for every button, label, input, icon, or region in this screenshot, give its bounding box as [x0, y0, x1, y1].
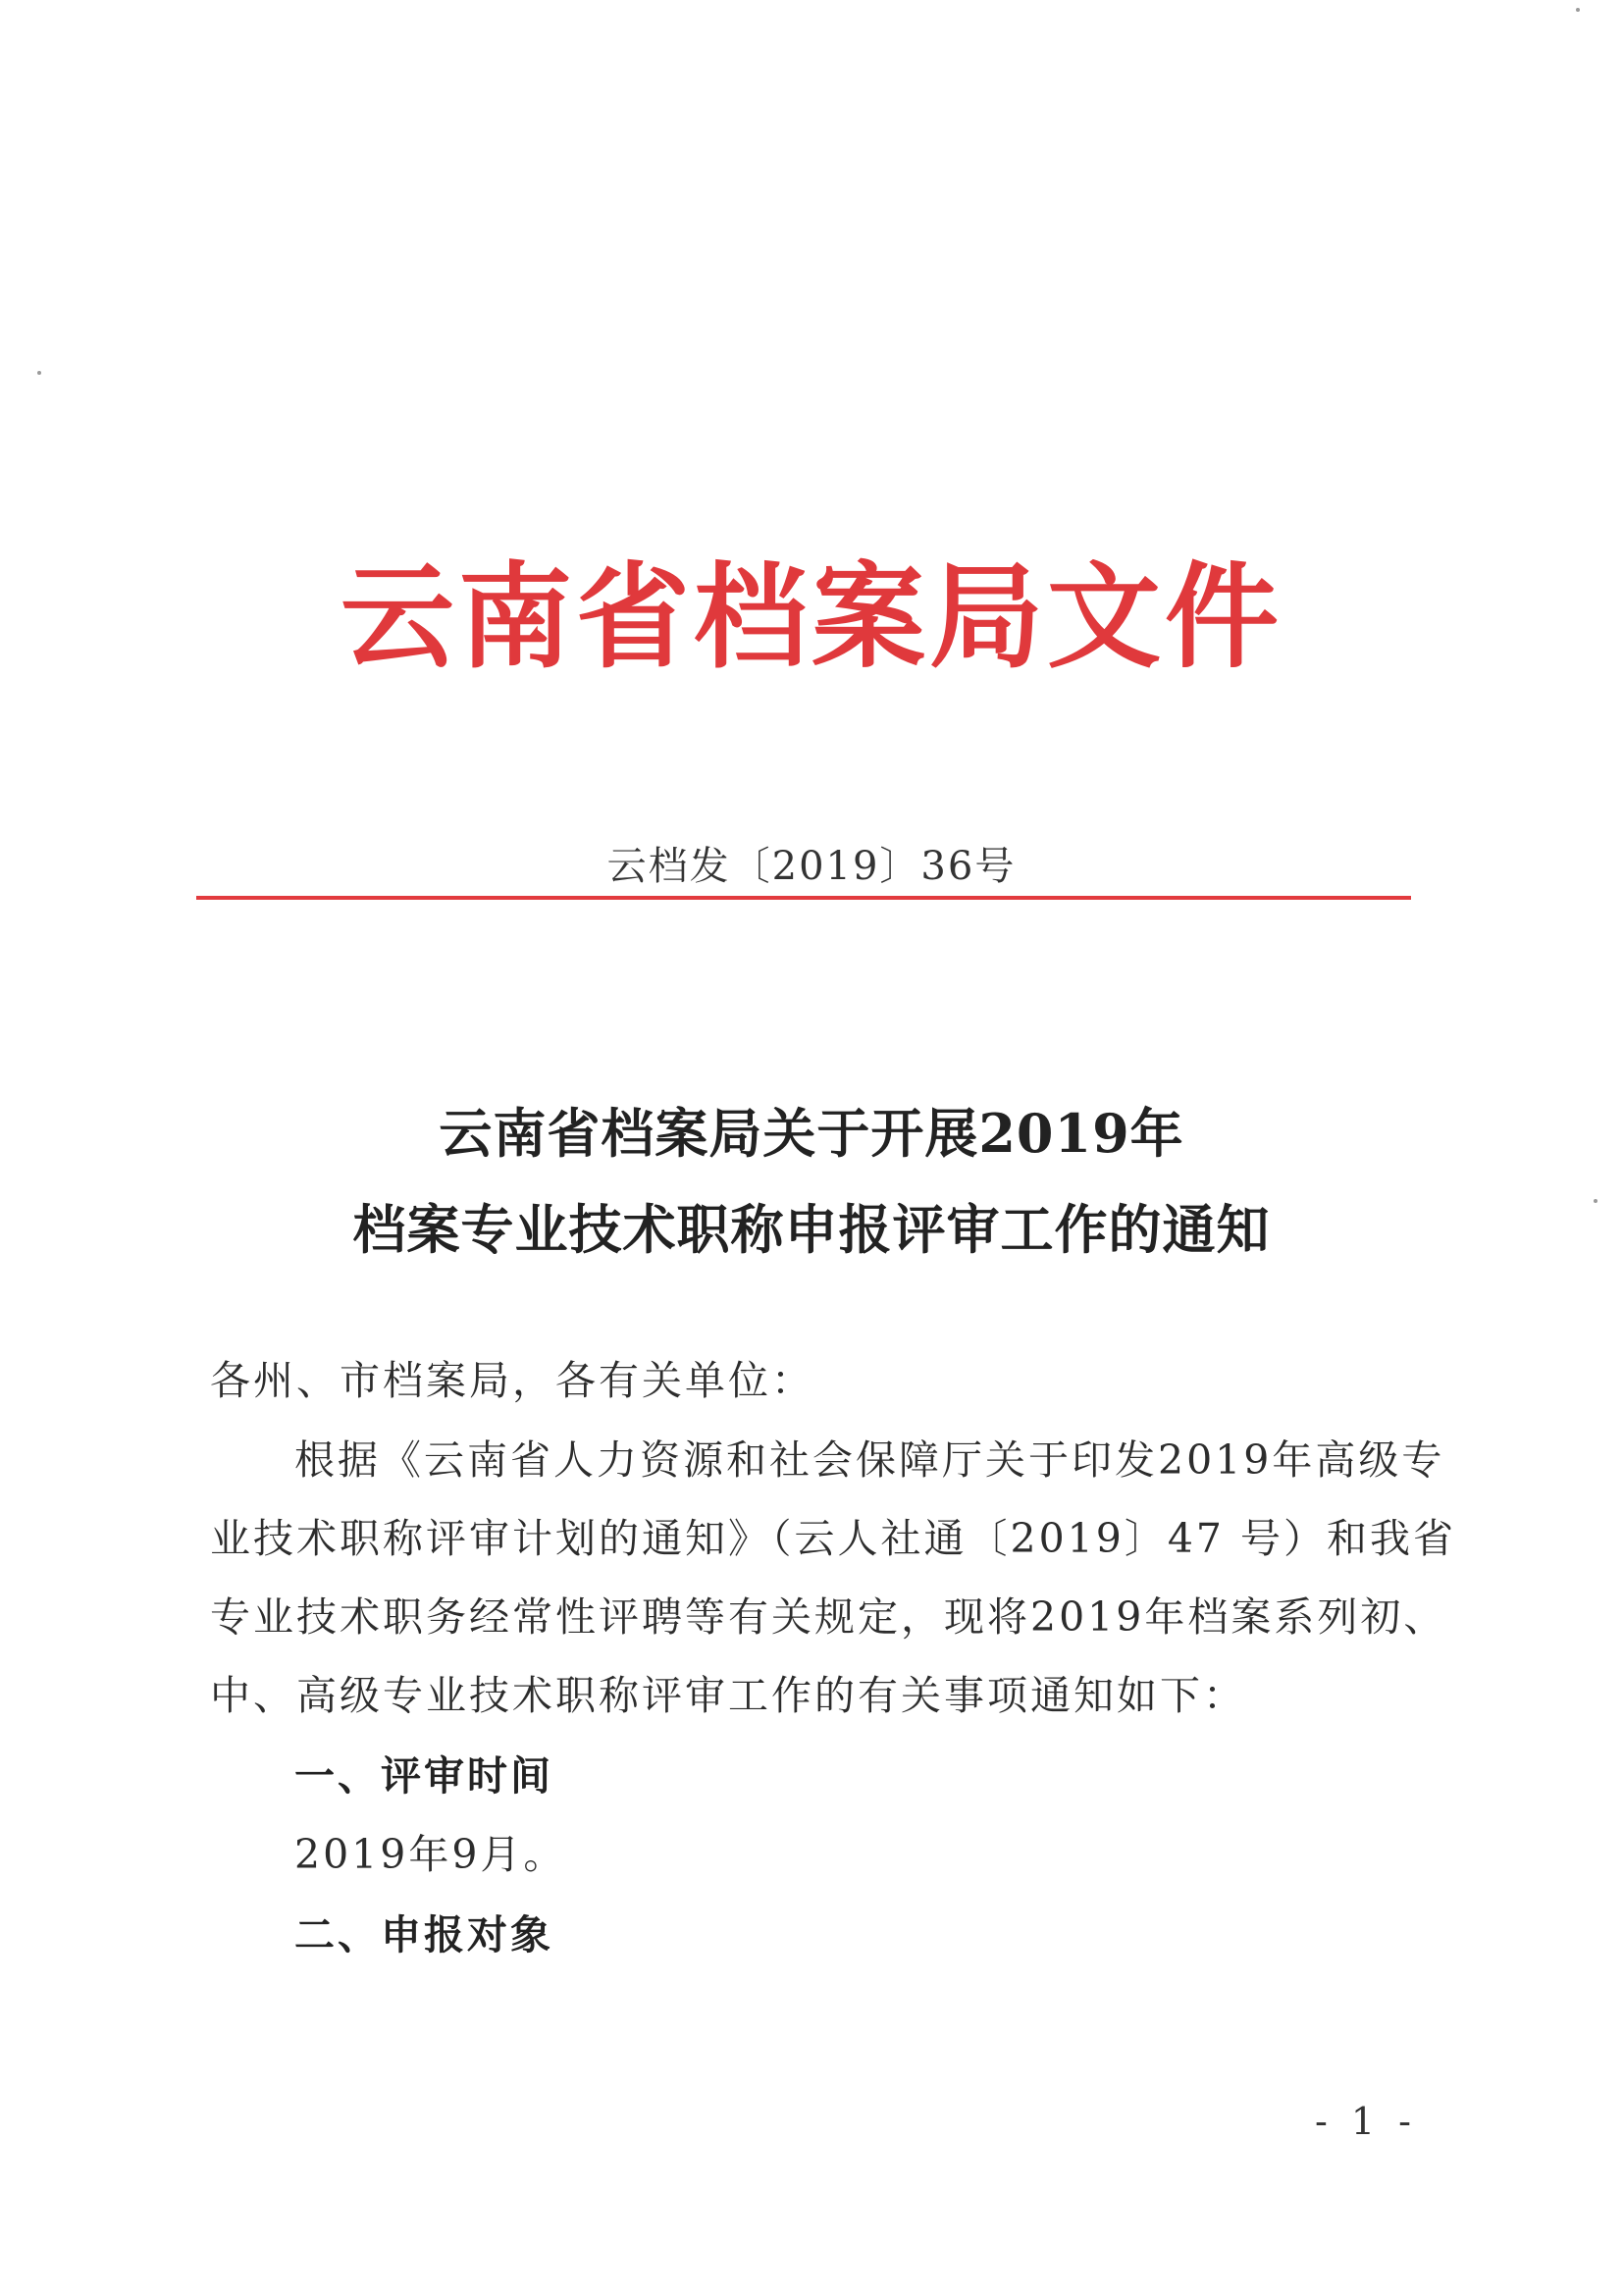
document-number: 云档发〔2019〕36号: [606, 844, 1017, 889]
notice-title-line-2: 档案专业技术职称申报评审工作的通知: [352, 1198, 1271, 1261]
red-separator-line: [196, 896, 1411, 900]
scan-speck: [1576, 8, 1580, 12]
page-number: - 1 -: [1315, 2100, 1418, 2143]
paragraph-1-line-2: 业技术职称评审计划的通知》（云人社通〔2019〕47 号）和我省: [210, 1515, 1457, 1562]
notice-title-line-1: 云南省档案局关于开展2019年: [439, 1102, 1184, 1165]
scan-speck: [37, 371, 41, 375]
section-1-text: 2019年9月。: [294, 1831, 567, 1878]
section-1-heading: 一、评审时间: [294, 1752, 553, 1800]
paragraph-1-line-3: 专业技术职务经常性评聘等有关规定，现将2019年档案系列初、: [210, 1593, 1447, 1641]
section-2-heading: 二、申报对象: [294, 1911, 553, 1958]
scan-speck: [1594, 1199, 1597, 1203]
issuer-red-header: 云南省档案局文件: [340, 551, 1283, 684]
salutation: 各州、市档案局，各有关单位：: [210, 1357, 814, 1404]
paragraph-1-line-1: 根据《云南省人力资源和社会保障厅关于印发2019年高级专: [294, 1436, 1445, 1484]
paragraph-1-line-4: 中、高级专业技术职称评审工作的有关事项通知如下：: [210, 1672, 1246, 1719]
